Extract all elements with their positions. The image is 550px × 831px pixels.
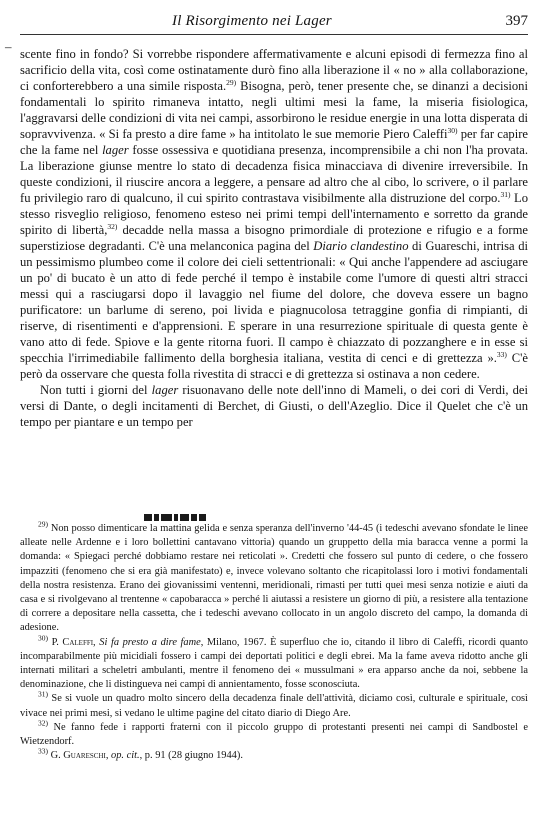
text-run: Non tutti i giorni del [40,383,152,397]
text-run: di Guareschi, intrisa di un pessimismo plumbeo come il colore dei cieli settentrionali: « Qui anche l'appendere ad asciugare un po' di bucato è un atto di fede perché il tempo è instabile come l'umore di questi altri stracci messi qui a rasciugarsi dopo il lavaggio nel fiume del dolore, che doveva essere un bagno purificatore: un barlume di sereno, poi livida e piagnucolosa tetraggine gonfia di rimpianti, di riserve, di risentimenti e d'apprensioni. E sperare in una resurrezione spirituale di questa gente è vano atto di fede. Spiove e la gente ritorna fuori. Il campo è chiazzato di pozzanghere e in esse si specchia l'irrimediabile fallimento della borghesia italiana, vestita di cenci e di grettezza ». [20,239,528,365]
running-header [20,10,528,35]
main-text [20,46,528,430]
footnote-30 [20,633,528,693]
text-run: risuonavano delle note dell'inno di Mameli, o dei cori di Verdi, dei versi di Dante, o degli incitamenti di Berchet, di Giusti, o dell'Azeglio. Dice il Quelet che c'è un tempo per piantare e un tempo per [20,383,528,429]
body-paragraph [20,382,528,430]
footnote-32 [20,718,528,749]
running-title: Il Risorgimento nei Lager [172,13,332,29]
page-number: 397 [505,13,528,29]
margin-mark: – [5,39,12,54]
text-run: per far capire che la fame nel [20,127,528,157]
text-run: Lo stesso risveglio religioso, fenomeno esteso nei primi tempi dell'internamento e sorretto da grande spirito di libertà, [20,191,528,237]
footnote-29 [20,519,528,636]
footnote-number: 32) [38,718,48,728]
footnote-number: 33) [38,746,48,756]
italic-title: Diario clandestino [313,239,409,253]
footnote-author: G. Guareschi, [50,750,109,762]
footnote-text: Non posso dimenticare la mattina gelida e senza speranza dell'inverno '44-45 (i tedeschi avevano sfondate le linee alleate nelle Ardenne e i loro bollettini cantavano vittoria) quando un gruppetto della mia baracca venne a pormi la domanda: « Spiegaci perché dobbiamo restare nei reticolati ». Credetti che fossero sul punto di cedere, o che fossero impazziti (fenomeno che si era già manifestato) e, invece volevano soltanto che ricapitolassi loro i motivi fondamentali della nostra resistenza. Erano dei giovanissimi ventenni, meridionali, rimasti per tutti quei mesi senza notizie e aiuti da casa e si rivolgevano al trentenne « capobaracca » perché li aiutassi a resistere un giorno di più, a resistere alla tentazione di correre a depositare nella cassetta, che i tedeschi avevano collocato in un angolo discreto del campo, la domanda di adesione. [20,523,528,634]
footnote-text: Se si vuole un quadro molto sincero della decadenza finale dell'attività, diciamo così, culturale e spirituale, così vivace nei primi mesi, si vedano le ultime pagine del citato diario di Diego Are. [20,693,528,719]
text-run: fosse ossessiva e quotidiana presenza, incomprensibile a chi non l'ha provata. La liberazione giunse mentre lo stato di decadenza fisica minacciava di divenire irreversibile. In queste condizioni, il riuscire ancora a leggere, a pensare ad altro che al cibo, lo scrivere, o il parlare fu privilegio raro di qualcuno, il cui spirito contrastava visibilmente alla distruzione del corpo. [20,143,528,205]
footnote-number: 29) [38,519,48,529]
footnote-number: 30) [38,633,48,643]
text-run: Bisogna, però, tener presente che, se dinanzi a decisioni fondamentali lo spirito rimaneva intatto, negli ultimi mesi la fame, la miseria fisiologica, l'aggravarsi delle condizioni di vita nei campi, assorbirono le residue energie in una lotta disperata di sopravvivenza. « Si fa presto a dire fame » ha intitolato le sue memorie Piero Caleffi [20,79,528,141]
footnote-text: , p. 91 (28 giugno 1944). [139,750,243,762]
footnote-ref: 32) [107,221,118,231]
footnote-text: , Milano, 1967. È superfluo che io, citando il libro di Caleffi, ricordi quanto incomparabilmente più micidiali fossero i campi dei deportati politici e degli ebrei. Ma la fame aveva ridotto anche gli internati militari a scheletri ambulanti, mentre il fenomeno dei « mussulmani » era apparso anche da noi, sebbene la denominazione, che li distingueva nei campi di annientamento, fosse sconosciuta. [20,636,528,691]
footnote-33 [20,746,528,763]
text-run: scente fino in fondo? Si vorrebbe rispondere affermativamente e alcuni episodi di fermezza fino al sacrificio della vita, così come ostinatamente durò fino alla liberazione il « no » alla collaborazione, ci conforterebbero a una simile risposta. [20,47,528,93]
footnote-number: 31) [38,689,48,699]
footnotes [20,519,528,763]
footnote-citation: op. cit. [111,750,140,762]
body-paragraph [20,46,528,382]
footnote-ref: 30) [447,125,458,135]
footnote-31 [20,689,528,720]
italic-term: lager [102,143,129,157]
text-run: C'è però da osservare che questa folla rivestita di stracci e di grettezza si ostinava a non cedere. [20,351,528,381]
footnote-ref: 33) [496,349,507,359]
footnote-author: P. Caleffi, [51,636,96,648]
text-run: decadde nella massa a bisogno primordiale di protezione e rifugio e a forme superstiziose degradanti. C'è una melanconica pagina del [20,223,528,253]
footnote-ref: 31) [500,189,511,199]
footnote-book-title: Si fa presto a dire fame [99,636,201,648]
library-stamp [144,513,206,522]
footnote-text: Ne fanno fede i rapporti fraterni con il piccolo gruppo di protestanti presenti nei campi di Sandbostel e Wietzendorf. [20,721,528,748]
italic-term: lager [151,383,179,397]
footnote-ref: 29) [226,77,237,87]
